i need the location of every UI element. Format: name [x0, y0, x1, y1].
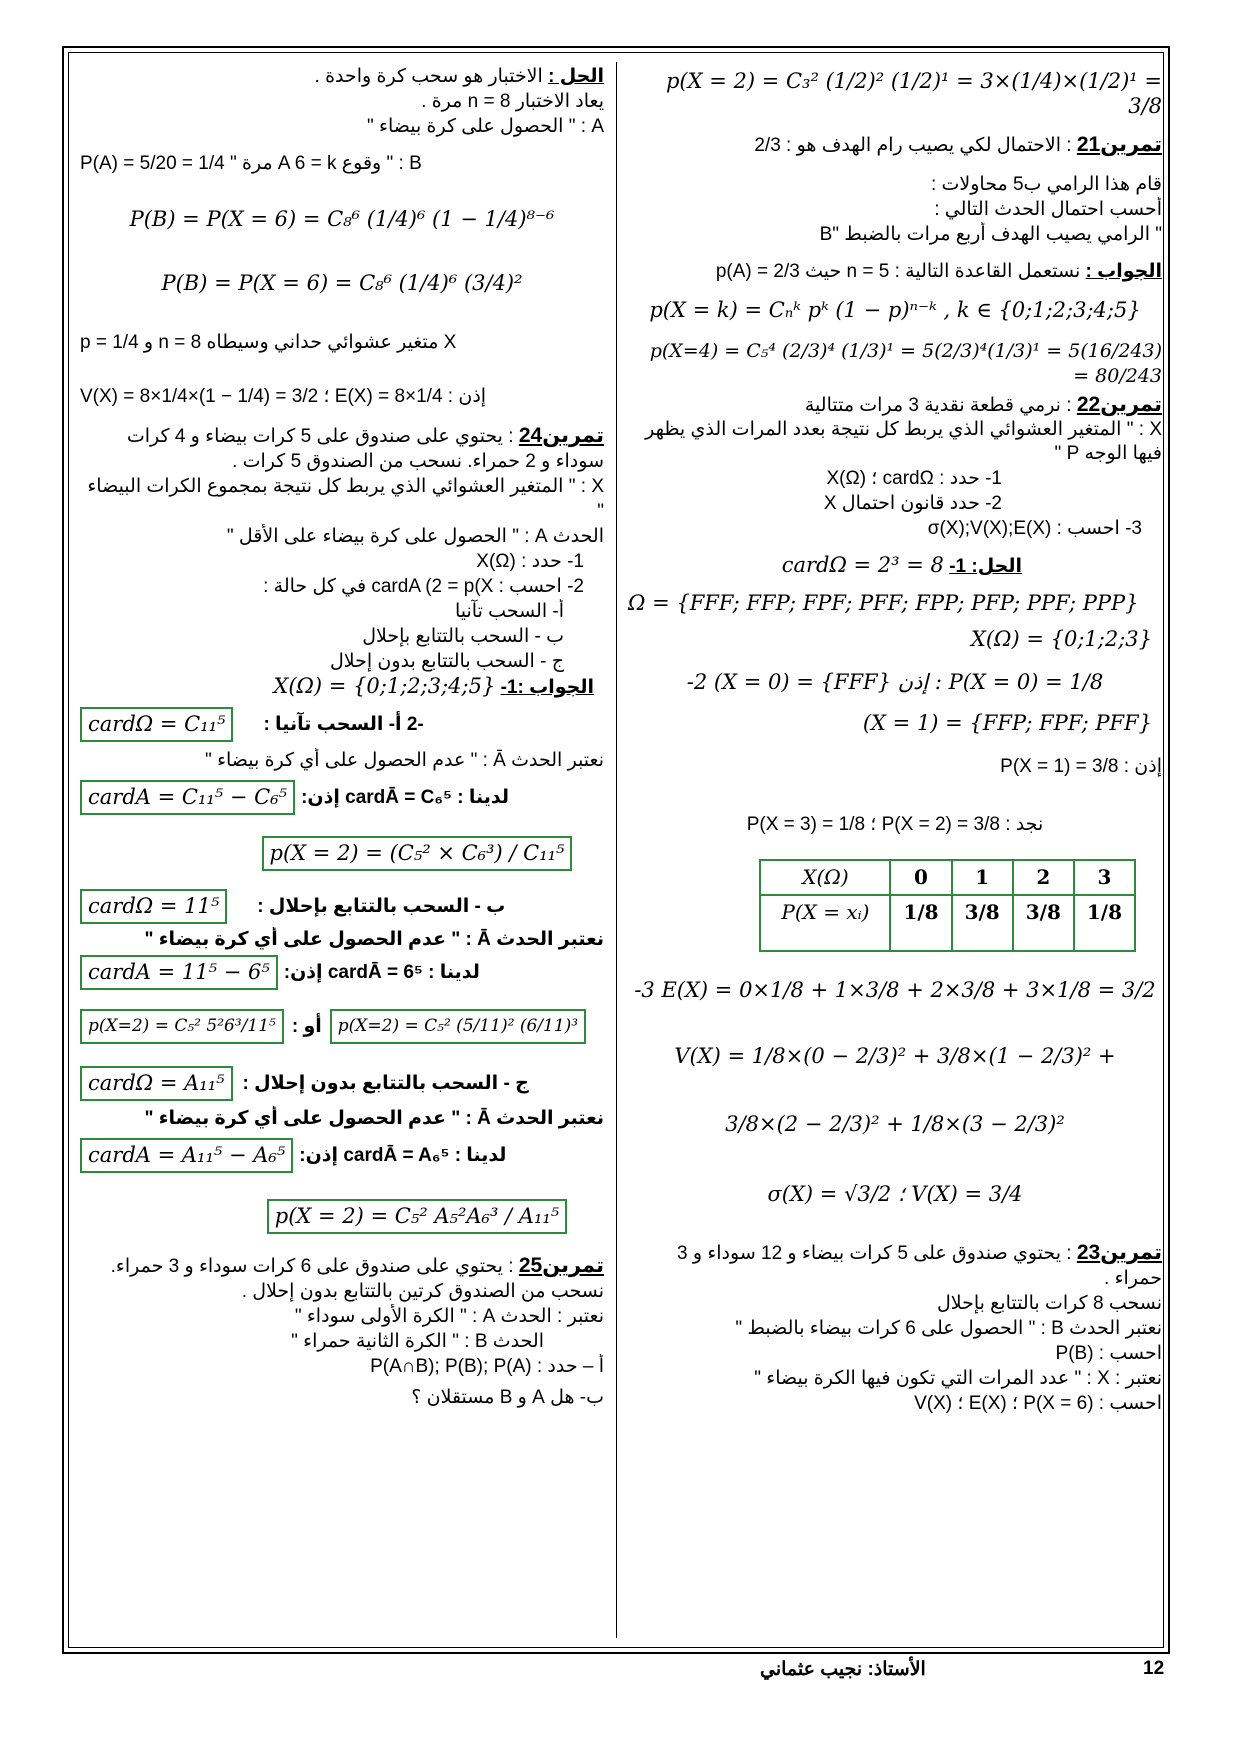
variance-equation-1: V(X) = 1/8×(0 − 2/3)² + 3/8×(1 − 2/3)² + [674, 1043, 1116, 1068]
distribution-table [759, 859, 1136, 952]
table-probability: 3/8 [1013, 895, 1074, 951]
left-line-1: الاختبار هو سحب كرة واحدة . [314, 66, 543, 87]
variance-equation-2: 3/8×(2 − 2/3)² + 1/8×(3 − 2/3)² [725, 1111, 1065, 1136]
table-row [760, 860, 1135, 895]
table-value: 0 [890, 860, 951, 895]
case-c-line-1: نعتبر الحدث Ā : " عدم الحصول على أي كرة بيضاء " [144, 1108, 604, 1129]
ex23-line-3: احسب : P(B) [1055, 1343, 1162, 1364]
left-line-3: A : " الحصول على كرة بيضاء " [366, 116, 604, 137]
table-value: 2 [1013, 860, 1074, 895]
case-c-probability-box: p(X = 2) = C₅² A₅²A₆³ / A₁₁⁵ [267, 1199, 567, 1234]
ex24-question-2: 2- احسب : cardA (2 = p(X في كل حالة : [263, 576, 584, 597]
left-line-6: إذن : E(X) = 8×1/4 ؛ V(X) = 8×1/4×(1 − 1/4) = 3/2 [80, 385, 487, 407]
answer-label-left: الجواب :1- [500, 677, 594, 698]
case-b-line-1: نعتبر الحدث Ā : " عدم الحصول على أي كرة بيضاء " [144, 929, 604, 950]
case-b-card-omega-box: cardΩ = 11⁵ [80, 889, 227, 924]
exercise-25-intro: : يحتوي على صندوق على 6 كرات سوداء و 3 حمراء. [110, 1256, 514, 1277]
case-c-title: ج - السحب بالتتابع بدون إحلال : [242, 1072, 529, 1094]
right-column [628, 64, 1162, 1416]
case-b-probability-alt-box: p(X=2) = C₅² 5²6³/11⁵ [80, 1009, 284, 1044]
left-equation-2: P(B) = P(X = 6) = C₈⁶ (1/4)⁶ (3/4)² [161, 270, 523, 295]
ex24-case-b: ب - السحب بالتتابع بإحلال [362, 626, 564, 647]
binomial-result: p(X=4) = C₅⁴ (2/3)⁴ (1/3)¹ = 5(2/3)⁴(1/3)¹ = 5(16/243) = 80/243 [649, 340, 1162, 387]
ex25-line-5: ب- هل A و B مستقلان ؟ [411, 1387, 604, 1408]
ex24-line-1: X : " المتغير العشوائي الذي يربط كل نتيجة بمجموع الكرات البيضاء " [87, 476, 604, 522]
case-a-card-a-box: cardA = C₁₁⁵ − C₆⁵ [80, 780, 295, 815]
exercise-23-intro: : يحتوي صندوق على 5 كرات بيضاء و 12 سوداء و 3 حمراء . [677, 1243, 1162, 1289]
left-line-2: يعاد الاختبار 8 = n مرة . [421, 91, 604, 112]
ex25-line-2: نعتبر : الحدث A : " الكرة الأولى سوداء " [294, 1306, 604, 1327]
case-a-probability-box: p(X = 2) = (C₅² × C₆³) / C₁₁⁵ [262, 836, 573, 871]
ex23-line-1: نسحب 8 كرات بالتتابع بإحلال [936, 1293, 1162, 1314]
exercise-21-intro: : الاحتمال لكي يصيب رام الهدف هو : 2/3 [754, 135, 1072, 156]
ex23-line-4: نعتبر : X : " عدد المرات التي تكون فيها الكرة بيضاء " [754, 1368, 1162, 1389]
case-a-line-2: لدينا : cardĀ = C₆⁵ إذن: [301, 786, 509, 808]
case-b-title: ب - السحب بالتتابع بإحلال : [257, 895, 506, 917]
solution-p-x1: إذن : P(X = 1) = 3/8 [1000, 755, 1162, 777]
case-b-line-2: لدينا : cardĀ = 6⁵ إذن: [283, 961, 480, 983]
binomial-formula: p(X = k) = Cₙᵏ pᵏ (1 − p)ⁿ⁻ᵏ , k ∈ {0;1;2;3;4;5} [649, 297, 1141, 322]
case-b-probability-box: p(X=2) = C₅² (5/11)² (6/11)³ [330, 1009, 586, 1044]
ex22-line-1: X : " المتغير العشوائي الذي يربط كل نتيجة بعدد المرات الذي يظهر فيها الوجه P " [645, 419, 1162, 464]
page-number: 12 [1143, 1658, 1165, 1679]
ex25-line-4: أ – حدد : P(A∩B); P(B); P(A) [370, 1356, 604, 1377]
exercise-24-intro: : يحتوي على صندوق على 5 كرات بيضاء و 4 كرات سوداء و 2 حمراء. نسحب من الصندوق 5 كرات . [126, 426, 604, 472]
left-equation-1: P(B) = P(X = 6) = C₈⁶ (1/4)⁶ (1 − 1/4)⁸⁻⁶ [129, 206, 555, 231]
left-column [80, 64, 604, 1410]
ex24-line-2: الحدث A : " الحصول على كرة بيضاء على الأقل " [226, 526, 604, 547]
solution-label-left: الحل : [548, 66, 604, 87]
ex24-case-c: ج - السحب بالتتابع بدون إحلال [329, 651, 564, 672]
solution-part-2: -2 (X = 0) = {FFF} إذن : P(X = 0) = 1/8 [686, 669, 1104, 694]
ex22-question-1: 1- حدد : cardΩ ؛ X(Ω) [826, 468, 1002, 489]
table-header-probability: P(X = xᵢ) [760, 895, 890, 951]
table-probability: 1/8 [1074, 895, 1135, 951]
ex23-line-5: احسب : P(X = 6) ؛ E(X) ؛ V(X) [914, 1393, 1162, 1414]
table-value: 3 [1074, 860, 1135, 895]
ex21-line-3: " الرامي يصيب الهدف أربع مرات بالضبط "B [819, 224, 1162, 245]
left-line-4: B : " وقوع A 6 = k مرة " P(A) = 5/20 = 1/4 [80, 152, 422, 174]
case-b-card-a-box: cardA = 11⁵ − 6⁵ [80, 955, 278, 990]
table-header-x-omega: X(Ω) [760, 860, 890, 895]
table-probability: 1/8 [890, 895, 951, 951]
ex24-question-1: 1- حدد : X(Ω) [476, 551, 584, 572]
ex21-line-2: أحسب احتمال الحدث التالي : [934, 199, 1162, 220]
exercise-22-title: تمرين22 [1076, 393, 1162, 416]
solution-x-equals-1: (X = 1) = {FFP; FPF; PFF} [862, 711, 1152, 735]
solution-x-omega: X(Ω) = {0;1;2;3} [970, 627, 1152, 651]
footer-author: الأستاذ: نجيب عثماني [760, 1659, 926, 1680]
case-c-card-omega-box: cardΩ = A₁₁⁵ [80, 1066, 233, 1101]
case-c-line-2: لدينا : cardĀ = A₆⁵ إذن: [299, 1144, 507, 1166]
sigma-equation: σ(X) = √3/2 ؛ V(X) = 3/4 [767, 1181, 1023, 1206]
case-c-card-a-box: cardA = A₁₁⁵ − A₆⁵ [80, 1138, 293, 1173]
ex22-question-3: 3- احسب : σ(X);V(X);E(X) [927, 518, 1142, 539]
ex21-line-1: قام هذا الرامي ب5 محاولات : [930, 174, 1162, 195]
left-line-5: X متغير عشوائي حداني وسيطاه 8 = n و p = 1/4 [80, 331, 457, 353]
table-row [760, 895, 1135, 951]
ex24-case-a: أ- السحب تآنيا [455, 601, 564, 622]
solution-najid: نجد : P(X = 2) = 3/8 ؛ P(X = 3) = 1/8 [746, 813, 1044, 835]
column-divider [616, 62, 617, 1638]
case-b-or-label: أو : [291, 1015, 322, 1037]
expectation-equation: -3 E(X) = 0×1/8 + 1×3/8 + 2×3/8 + 3×1/8 = 3/2 [634, 977, 1156, 1002]
exercise-21-title: تمرين21 [1076, 133, 1162, 156]
case-a-title: -2 أ- السحب تآنيا : [263, 713, 424, 735]
answer-line-1: نستعمل القاعدة التالية : 5 = n حيث p(A) = 2/3 [715, 261, 1081, 282]
case-a-line-1: نعتبر الحدث Ā : " عدم الحصول على أي كرة بيضاء " [205, 750, 604, 771]
ex23-line-2: نعتبر الحدث B : " الحصول على 6 كرات بيضاء بالضبط " [735, 1318, 1162, 1339]
table-value: 1 [952, 860, 1013, 895]
top-equation: p(X = 2) = C₃² (1/2)² (1/2)¹ = 3×(1/4)×(1/2)¹ = 3/8 [665, 69, 1162, 118]
ex25-line-1: نسحب من الصندوق كرتين بالتتابع بدون إحلال . [241, 1281, 604, 1302]
solution-omega-set: Ω = {FFF; FFP; FPF; PFF; FPP; PFP; PPF; PPP} [628, 590, 1139, 615]
solution-label: الحل: 1- [949, 556, 1022, 577]
ex25-line-3: الحدث B : " الكرة الثانية حمراء " [291, 1331, 544, 1352]
solution-card-omega: cardΩ = 2³ = 8 [781, 553, 944, 577]
answer-label: الجواب : [1085, 261, 1162, 282]
answer-x-omega: X(Ω) = {0;1;2;3;4;5} [273, 674, 496, 698]
ex22-question-2: 2- حدد قانون احتمال X [823, 493, 1002, 514]
exercise-25-title: تمرين25 [518, 1254, 604, 1277]
case-a-card-omega-box: cardΩ = C₁₁⁵ [80, 707, 233, 742]
exercise-22-intro: : نرمي قطعة نقدية 3 مرات متتالية [804, 395, 1072, 416]
exercise-23-title: تمرين23 [1076, 1241, 1162, 1264]
exercise-24-title: تمرين24 [518, 424, 604, 447]
table-probability: 3/8 [952, 895, 1013, 951]
